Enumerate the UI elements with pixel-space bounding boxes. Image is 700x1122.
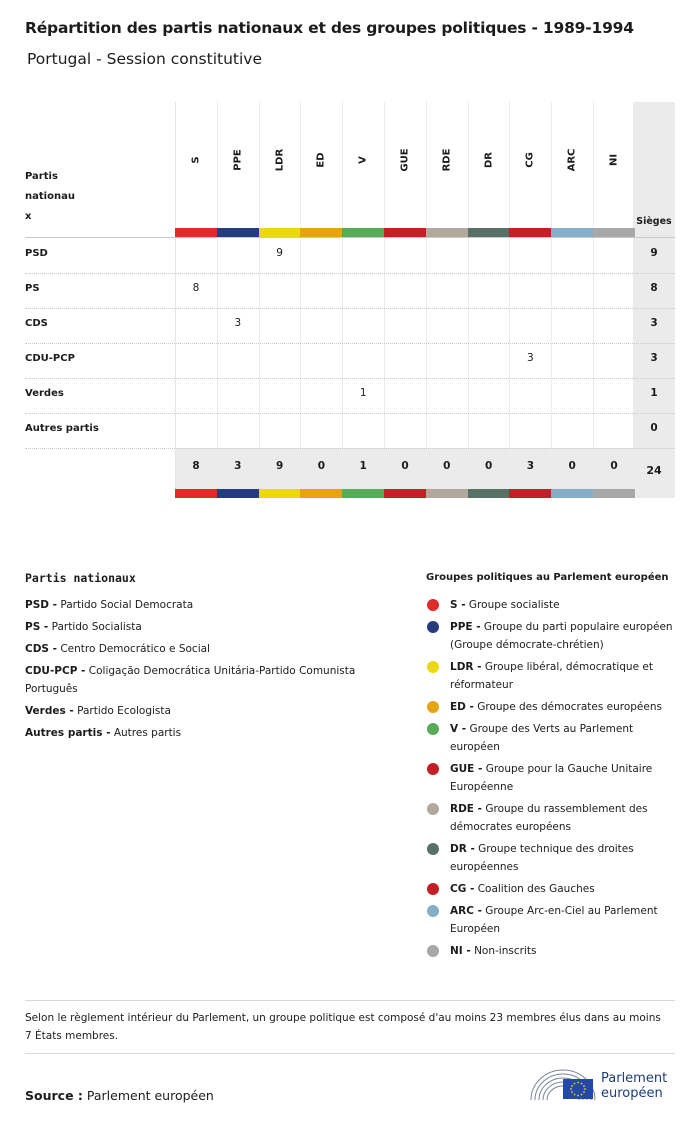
party-header-line: nationau [25,191,75,202]
party-row-label: PS [25,283,40,294]
political-group-legend-item [426,800,678,836]
group-name: Groupe libéral, démocratique et réformateur [450,661,653,691]
group-color-dot [427,621,439,633]
header-divider [25,237,675,238]
political-group-legend-item [426,658,678,694]
group-code-label: DR [483,151,495,169]
group-column-header [300,102,342,228]
party-code: Verdes - [25,705,74,717]
group-color-dot [427,599,439,611]
group-column-header [175,102,217,228]
party-code: CDU-PCP - [25,665,86,677]
group-total-seats: 0 [443,460,451,472]
party-total-seats: 3 [650,352,658,364]
national-parties-legend [25,596,395,746]
group-color-bar [259,489,301,498]
group-total-seats: 0 [484,460,493,472]
political-group-legend-item [426,618,678,654]
logo-wordmark [601,1071,667,1101]
source-label: Source : [25,1088,83,1103]
footnote: Selon le règlement intérieur du Parlement, un groupe politique est composé d'au moins 23 membres élus dans au moins 7 États membres. [25,1012,661,1042]
party-name: Partido Socialista [51,621,142,633]
party-code: Autres partis - [25,727,111,739]
party-total-seats: 3 [650,317,658,329]
group-color-bar [509,489,551,498]
group-color-bar [384,489,426,498]
group-color-bar [593,489,635,498]
group-code: NI - [450,945,471,957]
group-code-label: S [190,156,202,164]
political-group-legend-item [426,840,678,876]
group-code: LDR - [450,661,482,673]
group-column-header [426,102,468,228]
group-color-bar [217,489,259,498]
national-party-legend-item [25,724,395,742]
group-color-bar [468,228,510,237]
group-code-label: ED [315,152,327,168]
group-total-seats: 1 [359,460,367,472]
group-color-bar [551,489,593,498]
group-color-bar [300,228,342,237]
total-column-header: Sièges [636,216,672,227]
group-color-dot [427,701,439,713]
group-code-label: LDR [274,148,286,172]
total-column-background [633,102,675,498]
group-color-bar [259,228,301,237]
political-group-legend-item [426,596,678,614]
group-color-dot [427,803,439,815]
party-header-line: x [25,211,32,222]
party-name: Partido Ecologista [77,705,171,717]
political-group-legend-item [426,760,678,796]
seat-count-cell: 3 [234,317,242,329]
group-color-bar [217,228,259,237]
group-total-seats: 3 [526,460,535,472]
national-party-legend-item [25,662,395,698]
national-party-legend-item [25,596,395,614]
political-groups-legend-title: Groupes politiques au Parlement européen [426,572,669,583]
party-row-label: PSD [25,248,48,259]
group-color-dot [427,945,439,957]
row-divider [25,273,675,274]
party-header-line: Partis [25,171,58,182]
row-divider [25,448,675,449]
seat-count-cell: 8 [192,282,200,294]
national-party-legend-item [25,618,395,636]
group-name: Groupe des Verts au Parlement européen [450,723,634,753]
group-color-bar [426,489,468,498]
political-group-legend-item [426,720,678,756]
group-color-dot [427,883,439,895]
seat-distribution-table [25,102,675,498]
group-column-header [384,102,426,228]
group-code: V - [450,723,467,735]
party-row-label: Verdes [25,388,64,399]
group-color-bar [175,489,217,498]
group-name: Groupe pour la Gauche Unitaire Européenne [450,763,653,793]
group-color-dot [427,661,439,673]
group-code-label: RDE [441,148,453,172]
group-name: Coalition des Gauches [477,883,595,895]
group-name: Groupe Arc-en-Ciel au Parlement Européen [450,905,658,935]
party-row-label: CDU-PCP [25,353,75,364]
party-total-seats: 8 [650,282,658,294]
group-code-label: GUE [399,148,411,172]
group-total-seats: 0 [568,460,576,472]
group-name: Groupe du parti populaire européen (Groupe démocrate-chrétien) [450,621,673,651]
group-total-seats: 0 [317,460,326,472]
grand-total-seats: 24 [646,464,662,477]
group-code: ARC - [450,905,482,917]
party-row-label: CDS [25,318,48,329]
group-total-seats: 0 [401,460,409,472]
party-name: Coligação Democrática Unitária-Partido Comunista Português [25,665,356,695]
party-total-seats: 0 [650,422,658,434]
group-color-bar [509,228,551,237]
group-color-bar [342,228,384,237]
group-name: Groupe des démocrates européens [477,701,662,713]
party-total-seats: 1 [650,387,658,399]
political-group-legend-item [426,942,678,960]
group-code-label: CG [524,152,536,168]
group-color-bar [551,228,593,237]
divider [25,1000,675,1001]
group-color-dot [427,763,439,775]
seat-count-cell: 3 [527,352,534,364]
party-code: CDS - [25,643,57,655]
group-total-seats: 9 [275,460,284,472]
national-party-legend-item [25,702,395,720]
group-total-seats: 3 [234,460,242,472]
source-line [25,1088,214,1103]
parliament-logo [529,1064,679,1104]
group-color-bar [300,489,342,498]
group-code-label: V [357,156,369,164]
group-column-header [551,102,593,228]
row-divider [25,378,675,379]
group-color-bar [468,489,510,498]
logo-line: Parlement [601,1071,668,1086]
divider [25,1053,675,1054]
party-code: PS - [25,621,49,633]
page-title: Répartition des partis nationaux et des groupes politiques - 1989-1994 [25,19,634,37]
source-value: Parlement européen [86,1088,214,1103]
group-code: DR - [450,843,475,855]
national-party-legend-item [25,640,395,658]
group-code: S - [450,599,466,611]
group-column-header [259,102,301,228]
group-code: CG - [450,883,475,895]
row-divider [25,413,675,414]
row-divider [25,343,675,344]
group-color-bar [384,228,426,237]
group-color-bar [426,228,468,237]
seat-count-cell: 9 [276,247,283,259]
group-color-bar [342,489,384,498]
party-total-seats: 9 [650,247,658,259]
group-color-bar [593,228,635,237]
group-name: Groupe technique des droites européennes [450,843,634,873]
group-code: ED - [450,701,474,713]
party-row-label: Autres partis [25,423,99,434]
party-name: Centro Democrático e Social [60,643,210,655]
group-color-dot [427,723,439,735]
row-divider [25,308,675,309]
party-code: PSD - [25,599,57,611]
group-code: GUE - [450,763,483,775]
group-code: RDE - [450,803,482,815]
group-code: PPE - [450,621,481,633]
seat-count-cell: 1 [359,387,367,399]
group-code-label: NI [608,153,620,167]
logo-line: européen [601,1086,663,1101]
group-code-label: ARC [566,148,578,172]
group-column-header [217,102,259,228]
group-total-seats: 0 [610,460,618,472]
group-color-dot [427,905,439,917]
party-column-header [25,167,75,227]
group-total-seats: 8 [192,460,200,472]
group-code-label: PPE [232,149,244,171]
national-parties-legend-title: Partis nationaux [25,571,136,585]
group-name: Non-inscrits [474,945,537,957]
party-name: Autres partis [113,727,182,739]
political-groups-legend [426,596,678,964]
group-color-dot [427,843,439,855]
political-group-legend-item [426,902,678,938]
group-name: Groupe du rassemblement des démocrates européens [450,803,648,833]
party-name: Partido Social Democrata [60,599,194,611]
group-column-header [593,102,635,228]
group-color-bar [175,228,217,237]
political-group-legend-item [426,880,678,898]
group-name: Groupe socialiste [468,599,560,611]
group-column-header [342,102,384,228]
group-column-header [468,102,510,228]
political-group-legend-item [426,698,678,716]
group-column-header [509,102,551,228]
page-subtitle: Portugal - Session constitutive [27,50,262,68]
hemicycle-flag-icon [529,1064,599,1104]
